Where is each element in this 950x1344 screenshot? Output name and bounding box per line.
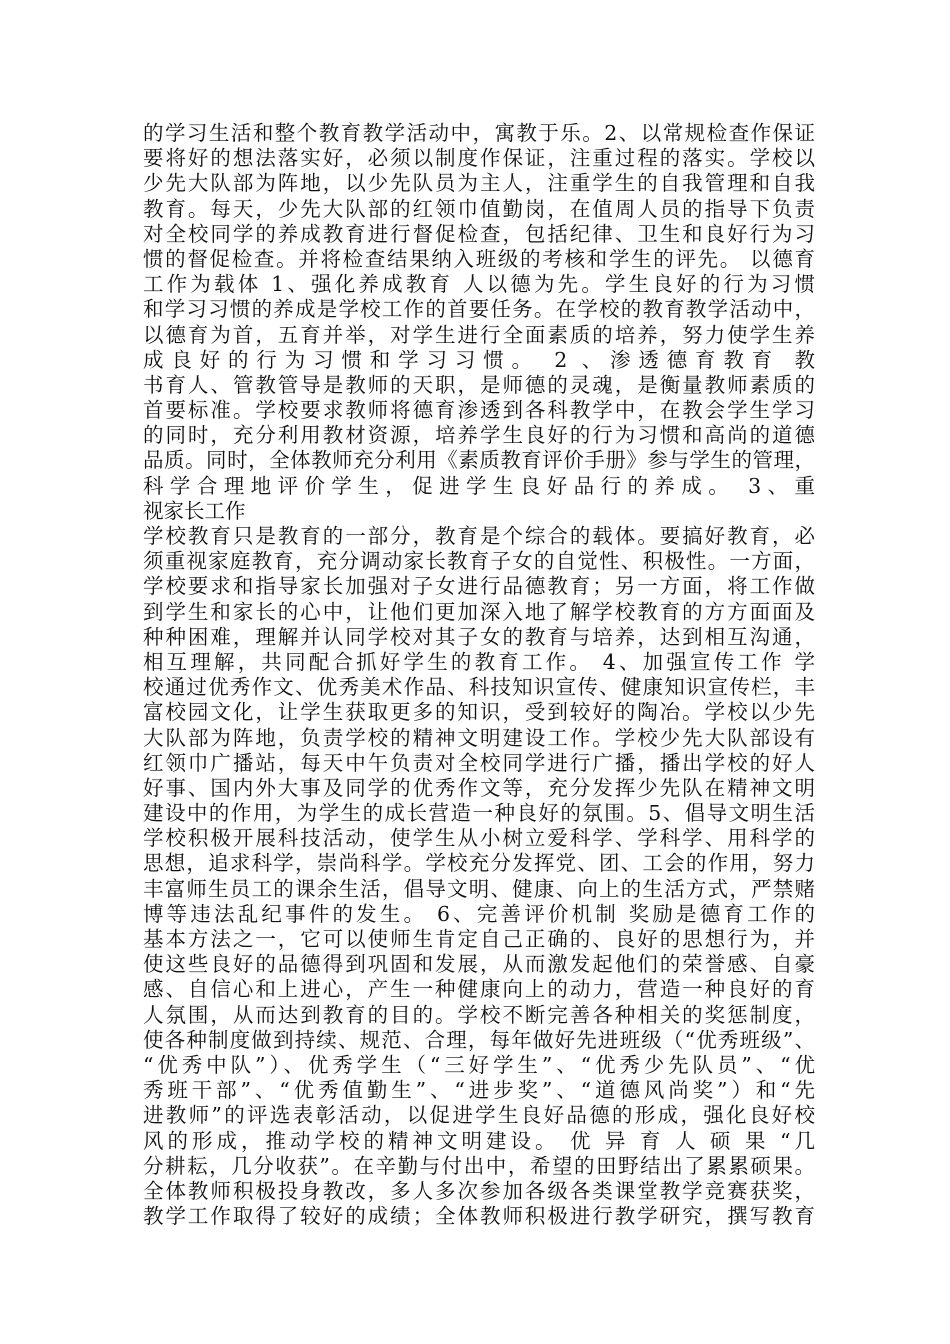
text-line: 使这些良好的品德得到巩固和发展，从而激发起他们的荣誉感、自豪 xyxy=(143,952,815,977)
text-line: 到学生和家长的心中，让他们更加深入地了解学校教育的方方面面及 xyxy=(143,599,815,624)
text-line: 种种困难，理解并认同学校对其子女的教育与培养，达到相互沟通， xyxy=(143,624,815,649)
text-line: 对全校同学的养成教育进行督促检查，包括纪律、卫生和良好行为习 xyxy=(143,221,815,246)
text-line: 工作为载体 1、强化养成教育 人以德为先。学生良好的行为习惯 xyxy=(143,272,815,297)
text-line: 惯的督促检查。并将检查结果纳入班级的考核和学生的评先。 以德育 xyxy=(143,246,815,271)
text-line: 使各种制度做到持续、规范、合理，每年做好先进班级（“优秀班级”、 xyxy=(143,1027,815,1052)
text-line: 教育。每天，少先大队部的红领巾值勤岗，在值周人员的指导下负责 xyxy=(143,196,815,221)
text-line: 富校园文化，让学生获取更多的知识，受到较好的陶冶。学校以少先 xyxy=(143,700,815,725)
text-line: 风的形成，推动学校的精神文明建设。 优 异 育 人 硕 果 “几 xyxy=(143,1128,815,1153)
text-line: 感、自信心和上进心，产生一种健康向上的动力，营造一种良好的育 xyxy=(143,977,815,1002)
text-line: 成良好的行为习惯和学习习惯。 2 、渗透德育教育 教 xyxy=(143,347,815,372)
text-line: 首要标准。学校要求教师将德育渗透到各科教学中，在教会学生学习 xyxy=(143,398,815,423)
text-line: 以德育为首，五育并举，对学生进行全面素质的培养，努力使学生养 xyxy=(143,322,815,347)
text-line: 进教师”的评选表彰活动，以促进学生良好品德的形成，强化良好校 xyxy=(143,1103,815,1128)
text-line: 基本方法之一，它可以使师生肯定自己正确的、良好的思想行为，并 xyxy=(143,927,815,951)
body-text xyxy=(143,121,815,1229)
text-line: 全体教师积极投身教改，多人多次参加各级各类课堂教学竞赛获奖， xyxy=(143,1178,815,1203)
text-line: 思想，追求科学，崇尚科学。学校充分发挥党、团、工会的作用，努力 xyxy=(143,851,815,876)
text-line: 相互理解，共同配合抓好学生的教育工作。 4、加强宣传工作 学 xyxy=(143,649,815,674)
text-line: 要将好的想法落实好，必须以制度作保证，注重过程的落实。学校以 xyxy=(143,146,815,171)
text-line: 博等违法乱纪事件的发生。 6、完善评价机制 奖励是德育工作的 xyxy=(143,901,815,926)
text-line: 校通过优秀作文、优秀美术作品、科技知识宣传、健康知识宣传栏，丰 xyxy=(143,675,815,700)
text-line: 分耕耘，几分收获”。在辛勤与付出中，希望的田野结出了累累硕果。 xyxy=(143,1153,815,1178)
text-line: 学校要求和指导家长加强对子女进行品德教育；另一方面，将工作做 xyxy=(143,574,815,599)
text-line: 少先大队部为阵地，以少先队员为主人，注重学生的自我管理和自我 xyxy=(143,171,815,196)
text-line: 丰富师生员工的课余生活，倡导文明、健康、向上的生活方式，严禁赌 xyxy=(143,876,815,901)
text-line: 书育人、管教管导是教师的天职，是师德的灵魂，是衡量教师素质的 xyxy=(143,372,815,397)
text-line: 好事、国内外大事及同学的优秀作文等，充分发挥少先队在精神文明 xyxy=(143,775,815,800)
text-line: 红领巾广播站，每天中午负责对全校同学进行广播，播出学校的好人 xyxy=(143,750,815,775)
text-line: 学校教育只是教育的一部分，教育是个综合的载体。要搞好教育，必 xyxy=(143,524,815,548)
text-line: 大队部为阵地，负责学校的精神文明建设工作。学校少先大队部设有 xyxy=(143,725,815,750)
text-line: 学校积极开展科技活动，使学生从小树立爱科学、学科学、用科学的 xyxy=(143,826,815,851)
text-line: 科学合理地评价学生，促进学生良好品行的养成。 3、重 xyxy=(143,473,815,498)
text-line: 视家长工作 xyxy=(143,498,246,523)
text-line: “优秀中队”）、优秀学生（“三好学生”、“优秀少先队员”、“优 xyxy=(143,1052,815,1077)
text-line: 的学习生活和整个教育教学活动中，寓教于乐。2、以常规检查作保证 xyxy=(143,121,815,145)
text-line: 建设中的作用，为学生的成长营造一种良好的氛围。5、倡导文明生活 xyxy=(143,801,815,826)
text-line: 教学工作取得了较好的成绩；全体教师积极进行教学研究，撰写教育 xyxy=(143,1204,815,1229)
text-line: 须重视家庭教育，充分调动家长教育子女的自觉性、积极性。一方面， xyxy=(143,549,815,574)
text-line: 和学习习惯的养成是学校工作的首要任务。在学校的教育教学活动中， xyxy=(143,297,815,322)
text-line: 的同时，充分利用教材资源，培养学生良好的行为习惯和高尚的道德 xyxy=(143,423,815,448)
text-line: 品质。同时，全体教师充分利用《素质教育评价手册》参与学生的管理， xyxy=(143,448,815,473)
text-line: 人氛围，从而达到教育的目的。学校不断完善各种相关的奖惩制度， xyxy=(143,1002,815,1027)
text-line: 秀班干部”、“优秀值勤生”、“进步奖”、“道德风尚奖”）和“先 xyxy=(143,1078,815,1103)
